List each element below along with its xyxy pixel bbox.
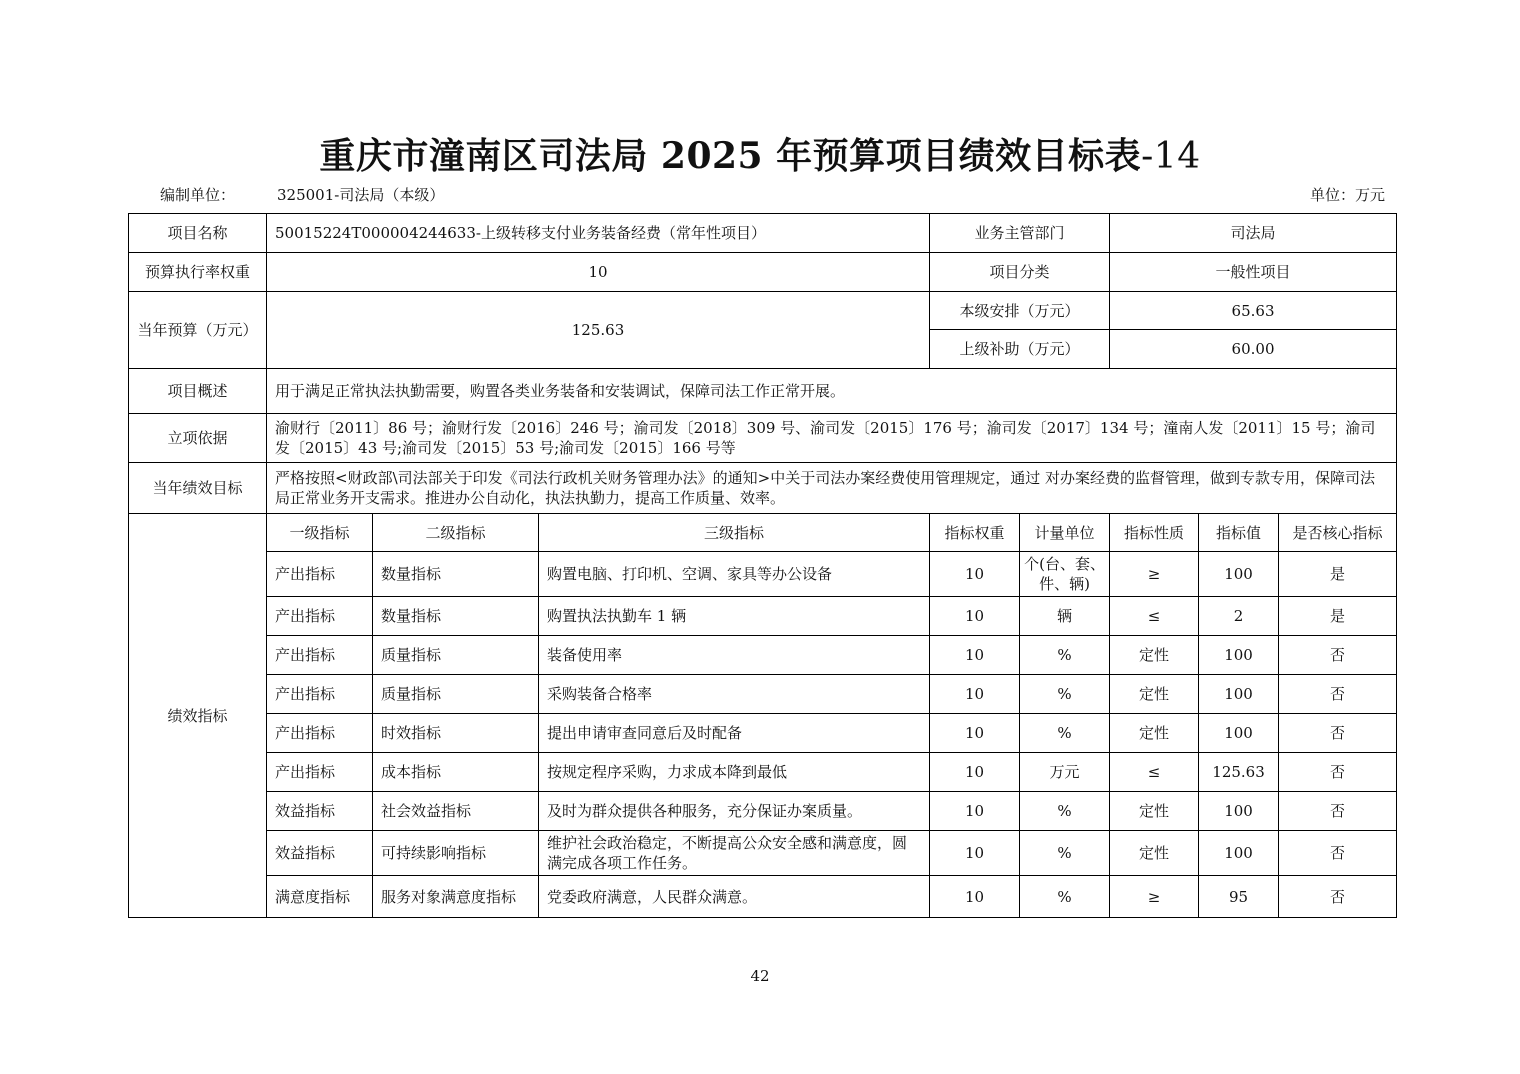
value-cell: 100 [1199,636,1279,675]
level1-cell: 效益指标 [267,792,373,831]
indicator-row [129,636,1397,675]
local-value: 65.63 [1110,292,1397,330]
row-overview [129,369,1397,414]
level2-cell: 数量指标 [373,552,539,597]
row-budget-local [129,292,1397,330]
nature-cell: 定性 [1110,675,1199,714]
value-cell: 100 [1199,552,1279,597]
level1-cell: 产出指标 [267,753,373,792]
value-cell: 100 [1199,831,1279,876]
value-cell: 2 [1199,597,1279,636]
weight-cell: 10 [930,876,1020,918]
header-level2: 二级指标 [373,514,539,552]
level2-cell: 质量指标 [373,636,539,675]
goal-value: 严格按照<财政部\司法部关于印发《司法行政机关财务管理办法》的通知>中关于司法办案经费使用管理规定，通过 对办案经费的监督管理，做到专款专用，保障司法局正常业务开支需求。推进办公自动化，执法执勤力，提高工作质量、效率。 [267,463,1397,514]
category-value: 一般性项目 [1110,253,1397,292]
unit-cell: % [1020,792,1110,831]
level2-cell: 可持续影响指标 [373,831,539,876]
goal-label: 当年绩效目标 [129,463,267,514]
row-basis [129,414,1397,463]
weight-cell: 10 [930,597,1020,636]
project-name: 50015224T000004244633-上级转移支付业务装备经费（常年性项目） [267,214,930,253]
weight-cell: 10 [930,636,1020,675]
nature-cell: 定性 [1110,831,1199,876]
value-cell: 95 [1199,876,1279,918]
overview-value: 用于满足正常执法执勤需要，购置各类业务装备和安装调试，保障司法工作正常开展。 [267,369,1397,414]
level2-cell: 数量指标 [373,597,539,636]
value-cell: 125.63 [1199,753,1279,792]
level1-cell: 产出指标 [267,552,373,597]
level1-cell: 产出指标 [267,675,373,714]
core-cell: 是 [1279,597,1397,636]
level2-cell: 时效指标 [373,714,539,753]
value-cell: 100 [1199,714,1279,753]
core-cell: 否 [1279,714,1397,753]
currency-unit: 单位：万元 [1309,186,1385,204]
unit-cell: % [1020,876,1110,918]
weight-cell: 10 [930,792,1020,831]
row-project-name [129,214,1397,253]
header-value: 指标值 [1199,514,1279,552]
dept-label: 业务主管部门 [930,214,1110,253]
subsidy-value: 60.00 [1110,330,1397,369]
core-cell: 否 [1279,792,1397,831]
core-cell: 否 [1279,675,1397,714]
nature-cell: 定性 [1110,636,1199,675]
basis-value: 渝财行〔2011〕86 号；渝财行发〔2016〕246 号；渝司发〔2018〕309 号、渝司发〔2015〕176 号；渝司发〔2017〕134 号；潼南人发〔2011〕15 号；渝司发〔2015〕43 号;渝司发〔2015〕53 号;渝司发〔2015〕166 号等 [267,414,1397,463]
level2-cell: 服务对象满意度指标 [373,876,539,918]
page-title [0,128,1520,179]
indicator-row [129,597,1397,636]
weight-cell: 10 [930,675,1020,714]
weight-cell: 10 [930,831,1020,876]
unit-cell: % [1020,675,1110,714]
unit-cell: 个(台、套、件、辆) [1020,552,1110,597]
budget-value: 125.63 [267,292,930,369]
unit-cell: % [1020,636,1110,675]
level1-cell: 产出指标 [267,597,373,636]
indicator-row [129,675,1397,714]
header-level3: 三级指标 [539,514,930,552]
level2-cell: 质量指标 [373,675,539,714]
indicator-row [129,792,1397,831]
row-weight [129,253,1397,292]
header-weight: 指标权重 [930,514,1020,552]
value-cell: 100 [1199,792,1279,831]
unit-cell: 万元 [1020,753,1110,792]
core-cell: 否 [1279,876,1397,918]
weight-cell: 10 [930,753,1020,792]
level3-cell: 购置电脑、打印机、空调、家具等办公设备 [539,552,930,597]
core-cell: 否 [1279,636,1397,675]
subsidy-label: 上级补助（万元） [930,330,1110,369]
category-label: 项目分类 [930,253,1110,292]
nature-cell: ≤ [1110,753,1199,792]
page-number: 42 [750,967,770,985]
weight-cell: 10 [930,714,1020,753]
level1-cell: 产出指标 [267,714,373,753]
level3-cell: 按规定程序采购，力求成本降到最低 [539,753,930,792]
level1-cell: 产出指标 [267,636,373,675]
header-unit: 计量单位 [1020,514,1110,552]
value-cell: 100 [1199,675,1279,714]
level3-cell: 提出申请审查同意后及时配备 [539,714,930,753]
basis-label: 立项依据 [129,414,267,463]
unit-cell: % [1020,831,1110,876]
header-level1: 一级指标 [267,514,373,552]
level2-cell: 成本指标 [373,753,539,792]
indicator-row [129,876,1397,918]
nature-cell: ≤ [1110,597,1199,636]
core-cell: 是 [1279,552,1397,597]
overview-label: 项目概述 [129,369,267,414]
core-cell: 否 [1279,831,1397,876]
core-cell: 否 [1279,753,1397,792]
level3-cell: 购置执法执勤车 1 辆 [539,597,930,636]
project-name-label: 项目名称 [129,214,267,253]
unit-cell: % [1020,714,1110,753]
level3-cell: 维护社会政治稳定，不断提高公众安全感和满意度，圆满完成各项工作任务。 [539,831,930,876]
dept-value: 司法局 [1110,214,1397,253]
indicator-row [129,753,1397,792]
level3-cell: 装备使用率 [539,636,930,675]
weight-cell: 10 [930,552,1020,597]
indicator-row [129,831,1397,876]
local-label: 本级安排（万元） [930,292,1110,330]
unit-cell: 辆 [1020,597,1110,636]
unit-value: 325001-司法局（本级） [277,186,445,204]
indicator-row [129,714,1397,753]
title-main: 重庆市潼南区司法局 2025 年预算项目绩效目标表 [319,135,1142,177]
nature-cell: ≥ [1110,552,1199,597]
nature-cell: 定性 [1110,714,1199,753]
indicator-header-row [129,514,1397,552]
header-core: 是否核心指标 [1279,514,1397,552]
weight-value: 10 [267,253,930,292]
unit-label: 编制单位： [160,186,236,204]
performance-table [128,213,1397,918]
indicators-section-label: 绩效指标 [129,514,267,918]
level2-cell: 社会效益指标 [373,792,539,831]
budget-label: 当年预算（万元） [129,292,267,369]
weight-label: 预算执行率权重 [129,253,267,292]
header-nature: 指标性质 [1110,514,1199,552]
row-goal [129,463,1397,514]
nature-cell: 定性 [1110,792,1199,831]
indicator-row [129,552,1397,597]
level1-cell: 满意度指标 [267,876,373,918]
level3-cell: 党委政府满意，人民群众满意。 [539,876,930,918]
title-suffix: -14 [1141,136,1201,177]
level3-cell: 采购装备合格率 [539,675,930,714]
level3-cell: 及时为群众提供各种服务，充分保证办案质量。 [539,792,930,831]
level1-cell: 效益指标 [267,831,373,876]
nature-cell: ≥ [1110,876,1199,918]
